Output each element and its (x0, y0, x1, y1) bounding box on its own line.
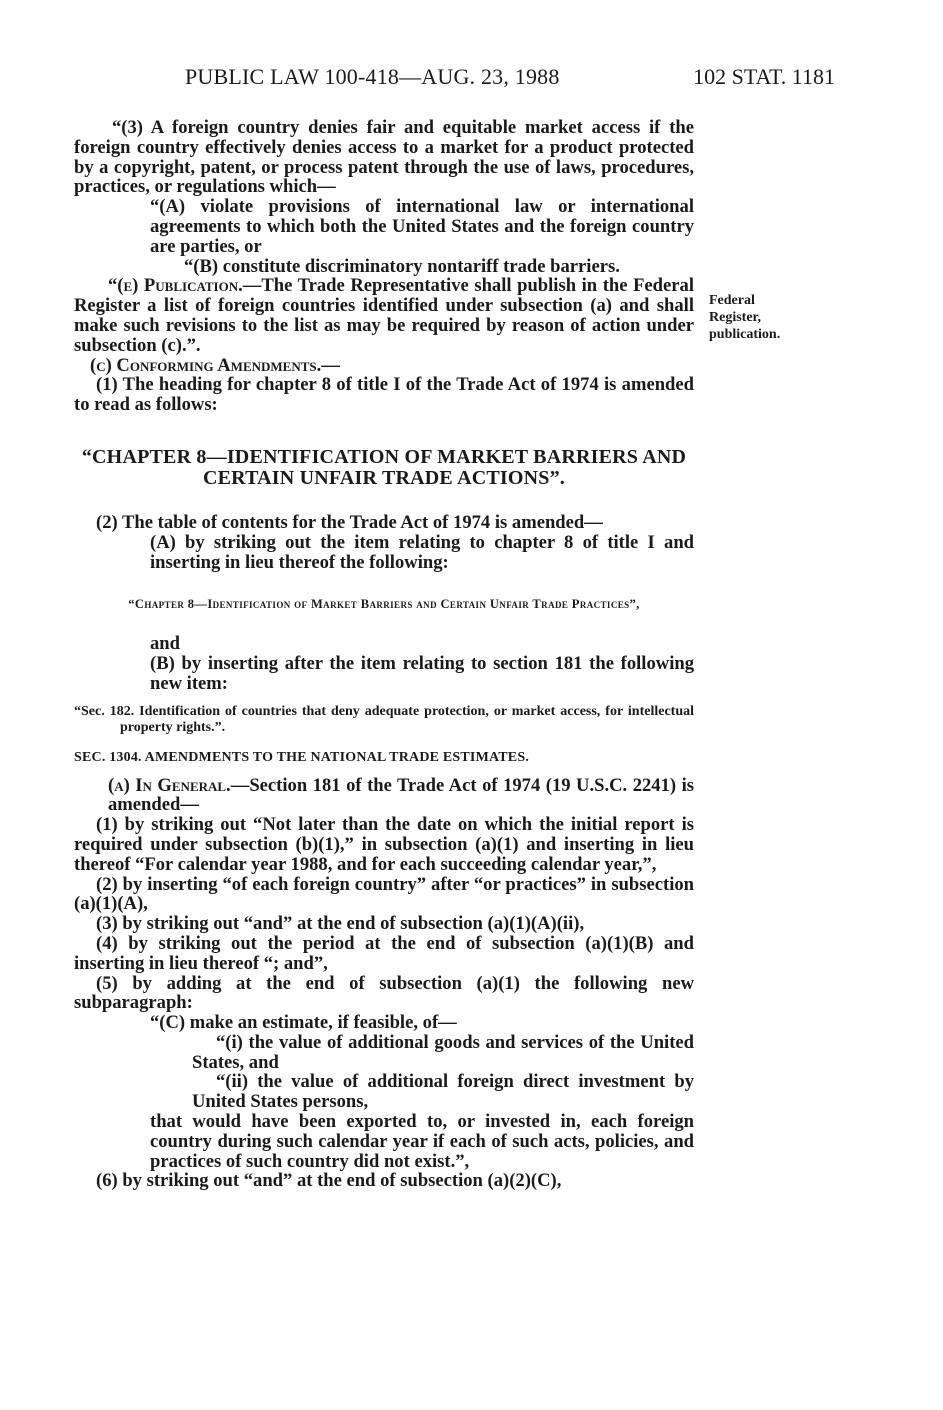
toc-chapter-item: “Chapter 8—Identification of Market Barriers and Certain Unfair Trade Practices”, (128, 597, 640, 612)
paragraph-a-1: (1) by striking out “Not later than the date on which the initial report is required under subsection (b)(1),” in subsection (a)(1) and inserting in lieu thereof “For calendar year 1988, and for each succeeding calendar year,”, (74, 814, 694, 875)
paragraph-a-heading: (a) In General. (108, 774, 231, 796)
margin-note-line: Register, (709, 310, 761, 325)
paragraph-c-1: (1) The heading for chapter 8 of title I of the Trade Act of 1974 is amended to read as follows: (74, 374, 694, 416)
paragraph-3-B: “(B) constitute discriminatory nontariff trade barriers. (184, 255, 620, 277)
paragraph-3-A (74, 197, 694, 256)
paragraph-a-5-C-i: “(i) the value of additional goods and services of the United States, and (192, 1031, 694, 1073)
paragraph-a-5-C: “(C) make an estimate, if feasible, of— (150, 1012, 457, 1034)
paragraph-a-5-that: that would have been exported to, or invested in, each foreign country during such calendar year if each of such acts, policies, and practices of such country did not exist.”, (150, 1111, 694, 1172)
document-body (74, 118, 694, 1191)
and-connector: and (150, 633, 180, 655)
paragraph-c (74, 356, 694, 376)
paragraph-e (74, 276, 694, 355)
margin-note-line: publication. (709, 327, 781, 342)
page-header (185, 64, 835, 92)
header-stat-page: 102 STAT. 1181 (693, 64, 835, 89)
paragraph-a-4: (4) by striking out the period at the end of subsection (a)(1)(B) and inserting in lieu thereof “; and”, (74, 932, 694, 974)
paragraph-3: “(3) A foreign country denies fair and equitable market access if the foreign country effectively denies access to a market for a product protected by a copyright, patent, or process patent through the use of laws, procedures, practices, or regulations which— (74, 117, 694, 198)
margin-note (709, 292, 819, 343)
paragraph-c-heading: (c) Conforming Amendments. (90, 354, 322, 376)
paragraph-c-dash: — (321, 354, 340, 376)
paragraph-c-2: (2) The table of contents for the Trade Act of 1974 is amended— (96, 511, 603, 533)
paragraph-c-2-B: (B) by inserting after the item relating to section 181 the following new item: (150, 653, 694, 694)
paragraph-3-A-text: “(A) violate provisions of international law or international agreements to which both the United States and the foreign country are parties, or (150, 196, 694, 257)
paragraph-a-2: (2) by inserting “of each foreign country” after “or practices” in subsection (a)(1)(A), (74, 873, 694, 915)
paragraph-e-text: —The Trade Representative shall publish in the Federal Register a list of foreign countries identified under subsection (a) and shall make such revisions to the list as may be required by reason of action under subsection (c).”. (74, 275, 694, 356)
paragraph-a-5-C-ii: “(ii) the value of additional foreign direct investment by United States persons, (192, 1071, 694, 1113)
paragraph-a-3: (3) by striking out “and” at the end of subsection (a)(1)(A)(ii), (96, 913, 585, 935)
section-1304-heading: SEC. 1304. AMENDMENTS TO THE NATIONAL TRADE ESTIMATES. (74, 749, 530, 765)
margin-note-line: Federal (709, 293, 755, 308)
paragraph-a (74, 776, 694, 816)
chapter-heading: “CHAPTER 8—IDENTIFICATION OF MARKET BARRIERS AND CERTAIN UNFAIR TRADE ACTIONS”. (81, 445, 687, 489)
toc-section-item: “Sec. 182. Identification of countries that deny adequate protection, or market access, for intellectual property rights.”. (74, 703, 694, 735)
paragraph-a-5: (5) by adding at the end of subsection (a)(1) the following new subparagraph: (74, 972, 694, 1014)
paragraph-e-heading: “(e) Publication. (108, 275, 243, 297)
paragraph-a-6: (6) by striking out “and” at the end of subsection (a)(2)(C), (96, 1170, 562, 1192)
header-public-law: PUBLIC LAW 100-418—AUG. 23, 1988 (185, 64, 560, 89)
paragraph-a-text: —Section 181 of the Trade Act of 1974 (19 U.S.C. 2241) is amended— (108, 774, 695, 816)
paragraph-c-2-A: (A) by striking out the item relating to chapter 8 of title I and inserting in lieu thereof the following: (150, 531, 694, 573)
